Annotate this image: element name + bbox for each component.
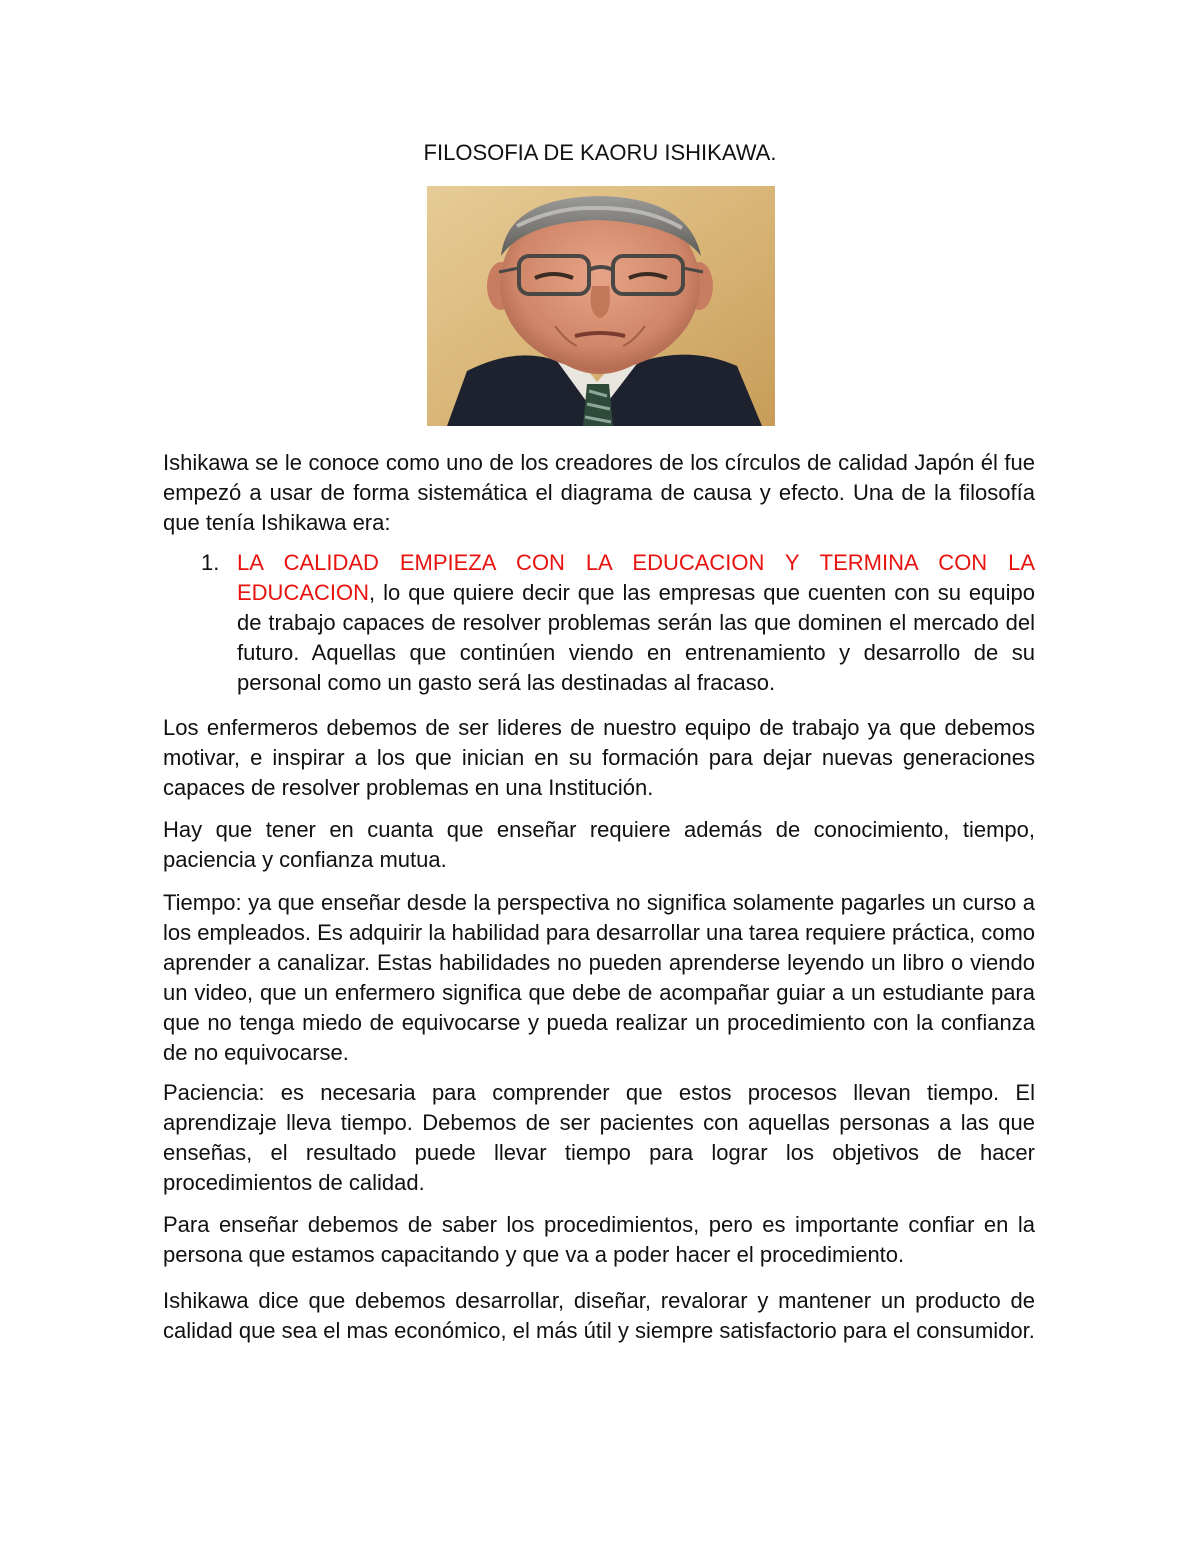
list-item-highlight: LA CALIDAD EMPIEZA CON LA EDUCACION Y TERMINA CON LA EDUCACION bbox=[237, 550, 1035, 605]
portrait-photo bbox=[427, 186, 775, 426]
paragraph-patience: Paciencia: es necesaria para comprender que estos procesos llevan tiempo. El aprendizaje lleva tiempo. Debemos de ser pacientes con aquellas personas a las que enseñas, el resultado puede llevar tiempo para lograr los objetivos de hacer procedimientos de calidad. bbox=[163, 1080, 1035, 1195]
paragraph-teaching-requirements: Hay que tener en cuanta que enseñar requiere además de conocimiento, tiempo, paciencia y confianza mutua. bbox=[163, 817, 1035, 872]
paragraph-leaders: Los enfermeros debemos de ser lideres de nuestro equipo de trabajo ya que debemos motivar, e inspirar a los que inician en su formación para dejar nuevas generaciones capaces de resolver problemas en una Institución. bbox=[163, 715, 1035, 800]
numbered-list bbox=[163, 548, 1035, 698]
paragraph-trust: Para enseñar debemos de saber los procedimientos, pero es importante confiar en la persona que estamos capacitando y que va a poder hacer el procedimiento. bbox=[163, 1212, 1035, 1267]
paragraph-conclusion: Ishikawa dice que debemos desarrollar, diseñar, revalorar y mantener un producto de calidad que sea el mas económico, el más útil y siempre satisfactorio para el consumidor. bbox=[163, 1288, 1035, 1343]
document-title: FILOSOFIA DE KAORU ISHIKAWA. bbox=[423, 140, 777, 165]
list-item-text: , lo que quiere decir que las empresas que cuenten con su equipo de trabajo capaces de resolver problemas serán las que dominen el mercado del futuro. Aquellas que continúen viendo en entrenamiento y desarrollo de su personal como un gasto será las destinadas al fracaso. bbox=[237, 580, 1035, 695]
list-item bbox=[163, 548, 1035, 698]
list-item-number: 1. bbox=[201, 550, 220, 575]
intro-paragraph: Ishikawa se le conoce como uno de los creadores de los círculos de calidad Japón él fue empezó a usar de forma sistemática el diagrama de causa y efecto. Una de la filosofía que tenía Ishikawa era: bbox=[163, 450, 1035, 535]
paragraph-time: Tiempo: ya que enseñar desde la perspectiva no significa solamente pagarles un curso a los empleados. Es adquirir la habilidad para desarrollar una tarea requiere práctica, como aprender a canalizar. Estas habilidades no pueden aprenderse leyendo un libro o viendo un video, que un enfermero significa que debe de acompañar guiar a un estudiante para que no tenga miedo de equivocarse y pueda realizar un procedimiento con la confianza de no equivocarse. bbox=[163, 890, 1035, 1065]
